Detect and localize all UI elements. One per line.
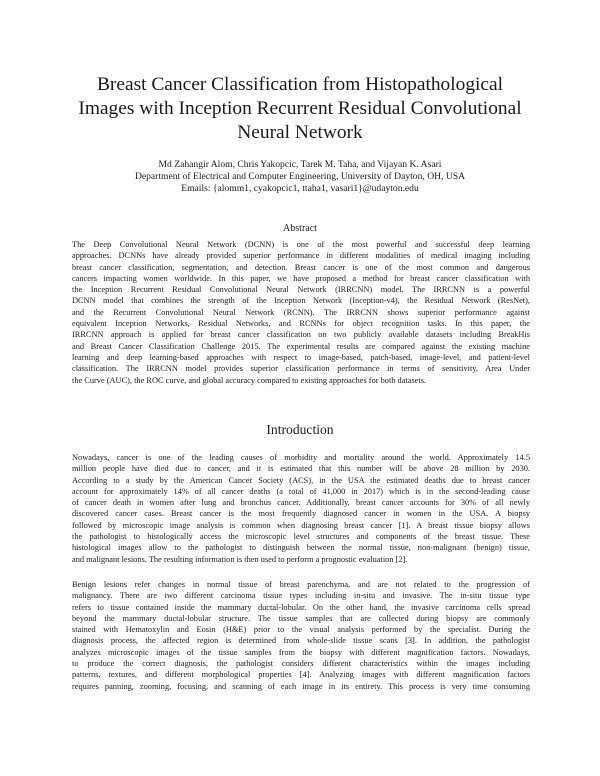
text-line: analyzes microscopic images of the tissue samples from the biopsy with different magnification factors. Nowadays, (72, 647, 530, 657)
text-line: the Curve (AUC), the ROC curve, and global accuracy compared to existing approaches for both datasets. (72, 375, 427, 385)
title-line: Neural Network (237, 122, 363, 143)
text-line: and the Recurrent Convolutional Neural Network (RCNN). The IRRCNN shows superior performance against (72, 307, 530, 317)
text-line: Nowadays, cancer is one of the leading causes of morbidity and mortality around the world. Approximately 14.5 (72, 453, 530, 462)
author-names: Md Zahangir Alom, Chris Yakopcic, Tarek M. Taha, and Vijayan K. Asari (158, 159, 442, 170)
text-line: stained with Hematoxylin and Eosin (H&E) prior to the visual analysis performed by the specialist. During the (72, 625, 530, 635)
text-line: million people have died due to cancer, and it is estimated that this number will be above 28 million by 2030. (72, 464, 530, 474)
text-line: account for approximately 14% of all cancer deaths (a total of 41,000 in 2017) which is in the second-leading cause (72, 486, 530, 496)
text-line: According to a study by the American Cancer Society (ACS), in the USA the estimated deaths due to breast cancer (72, 475, 530, 485)
text-line: and malignant lesions. The resulting information is then used to perform a prognostic evaluation [2]. (72, 554, 408, 564)
abstract-heading: Abstract (283, 223, 317, 234)
text-line: malignancy. There are two different carcinoma tissue types including in-situ and invasive. The in-situ tissue type (72, 591, 530, 601)
text-line: and Breast Cancer Classification Challenge 2015. The experimental results are compared against the existing machine (72, 341, 530, 351)
text-line: patterns, textures, and different morphological properties [4]. Analyzing images with different magnification factors (72, 670, 530, 680)
text-line: diagnosis process, the affected region is determined from whole-slide tissue scans [3]. In addition, the pathologist (72, 636, 530, 646)
text-line: followed by microscopic image analysis is common when diagnosing breast cancer [1]. A breast tissue biopsy allows (72, 520, 530, 530)
text-line: IRRCNN approach is applied for breast cancer classification on two publicly available datasets including BreakHis (72, 330, 530, 340)
text-line: learning and deep learning-based approaches with respect to image-based, patch-based, image-level, and patient-level (72, 352, 530, 362)
introduction-paragraph-1 (72, 452, 530, 565)
introduction-paragraph-2 (72, 579, 530, 692)
abstract-paragraph (72, 239, 530, 386)
text-line: the Inception Recurrent Residual Convolutional Neural Network (IRRCNN) model. The IRRCNN is a powerful (72, 285, 530, 295)
text-line: of cancer death in women after lung and bronchus cancer. Additionally, breast cancer accounts for 30% of all newly (72, 498, 530, 508)
text-line: DCNN model that combines the strength of the Inception Network (Inception-v4), the Residual Network (ResNet), (72, 296, 530, 306)
paper-title (60, 73, 540, 145)
author-affiliation: Department of Electrical and Computer Engineering, University of Dayton, OH, USA (134, 171, 466, 183)
text-line: the pathologist to histologically access the microscopic level structures and components of the breast tissue. These (72, 532, 530, 542)
author-emails: Emails: {alomm1, cyakopcic1, ttaha1, vasari1}@udayton.edu (181, 183, 419, 195)
title-line: Images with Inception Recurrent Residual Convolutional (78, 98, 522, 119)
text-line: Benign lesions refer changes in normal tissue of breast parenchyma, and are not related to the progression of (72, 580, 530, 589)
text-line: to produce the correct diagnosis, the pathologist considers different characteristics within the images including (72, 659, 530, 669)
text-line: histological images allow to the pathologist to distinguish between the normal tissue, non-malignant (benign) tissue, (72, 543, 530, 553)
text-line: classification. The IRRCNN model provides superior classification performance in terms of sensitivity, Area Under (72, 364, 530, 374)
text-line: The Deep Convolutional Neural Network (DCNN) is one of the most powerful and successful deep learning (72, 240, 530, 249)
text-line: beyond the mammary ductal-lobular structure. The tissue samples that are collected during biopsy are commonly (72, 613, 530, 623)
text-line: refers to tissue contained inside the mammary ductal-lobular. On the other hand, the invasive carcinoma cells spread (72, 602, 530, 612)
text-line: equivalent Inception Networks, Residual Networks, and RCNNs for object recognition tasks. In this paper, the (72, 319, 530, 329)
text-line: requires panning, zooming, focusing, and scanning of each image in its entirety. This process is very time consuming (72, 681, 530, 691)
introduction-heading: Introduction (266, 422, 334, 437)
text-line: cancers impacting women worldwide. In this paper, we have proposed a method for breast cancer classification with (72, 273, 530, 283)
author-block (60, 159, 540, 196)
text-line: approaches. DCNNs have already provided superior performance in different modalities of medical imaging including (72, 251, 530, 261)
title-line: Breast Cancer Classification from Histopathological (96, 74, 504, 95)
text-line: discovered cancer cases. Breast cancer is the most frequently diagnosed cancer in women in the USA. A biopsy (72, 509, 530, 519)
text-line: breast cancer classification, segmentation, and detection. Breast cancer is one of the most common and dangerous (72, 262, 530, 272)
